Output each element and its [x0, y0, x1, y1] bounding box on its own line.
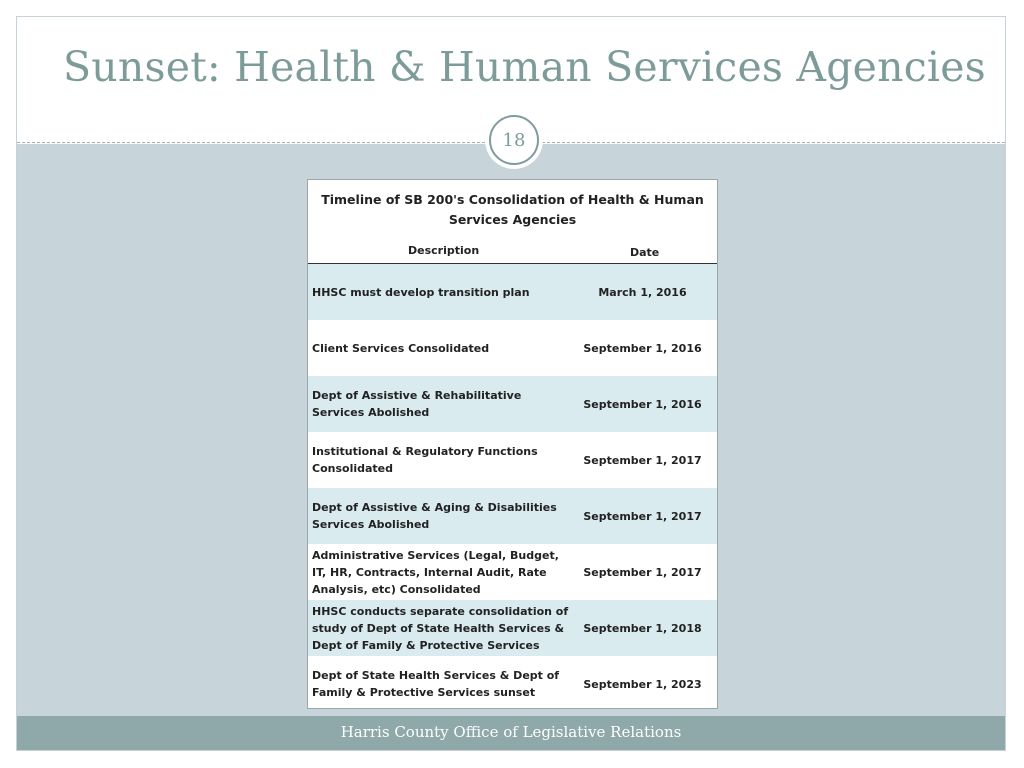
row-date: September 1, 2018	[583, 621, 702, 635]
page-number-badge	[489, 115, 539, 165]
row-date: September 1, 2023	[583, 677, 702, 691]
table-row	[308, 544, 717, 600]
row-description: Dept of Assistive & Rehabilitative Services Abolished	[312, 389, 522, 419]
row-date: September 1, 2017	[583, 453, 702, 467]
table-title-line-2: Services Agencies	[448, 212, 577, 227]
page-number: 18	[502, 129, 526, 151]
column-header-description: Description	[408, 244, 480, 257]
table-row	[308, 376, 717, 432]
row-date: September 1, 2016	[583, 341, 702, 355]
column-header-date: Date	[630, 246, 660, 259]
table-body	[308, 264, 717, 712]
row-date: September 1, 2017	[583, 509, 702, 523]
table-row	[308, 656, 717, 712]
row-date: September 1, 2016	[583, 397, 702, 411]
table-row	[308, 488, 717, 544]
timeline-table	[307, 179, 718, 709]
footer-text: Harris County Office of Legislative Relations	[340, 723, 682, 741]
row-description: Dept of State Health Services & Dept of Family & Protective Services sunset	[312, 669, 560, 699]
row-date: March 1, 2016	[598, 285, 687, 299]
row-description: HHSC conducts separate consolidation of study of Dept of State Health Services & Dept of Family & Protective Services	[312, 604, 569, 652]
row-description: HHSC must develop transition plan	[312, 285, 530, 299]
table-row	[308, 264, 717, 320]
table-title	[308, 190, 717, 230]
row-description: Client Services Consolidated	[312, 341, 490, 355]
row-description: Dept of Assistive & Aging & Disabilities Services Abolished	[312, 501, 557, 531]
table-row	[308, 600, 717, 656]
table-row	[308, 432, 717, 488]
slide-title: Sunset: Health & Human Services Agencies	[63, 43, 986, 91]
table-title-line-1: Timeline of SB 200's Consolidation of Health & Human	[321, 192, 704, 207]
slide	[16, 16, 1006, 751]
row-description: Institutional & Regulatory Functions Consolidated	[312, 445, 538, 475]
table-row	[308, 320, 717, 376]
row-date: September 1, 2017	[583, 565, 702, 579]
row-description: Administrative Services (Legal, Budget, IT, HR, Contracts, Internal Audit, Rate Analysis, etc) Consolidated	[312, 548, 559, 596]
footer-bar	[17, 716, 1005, 750]
